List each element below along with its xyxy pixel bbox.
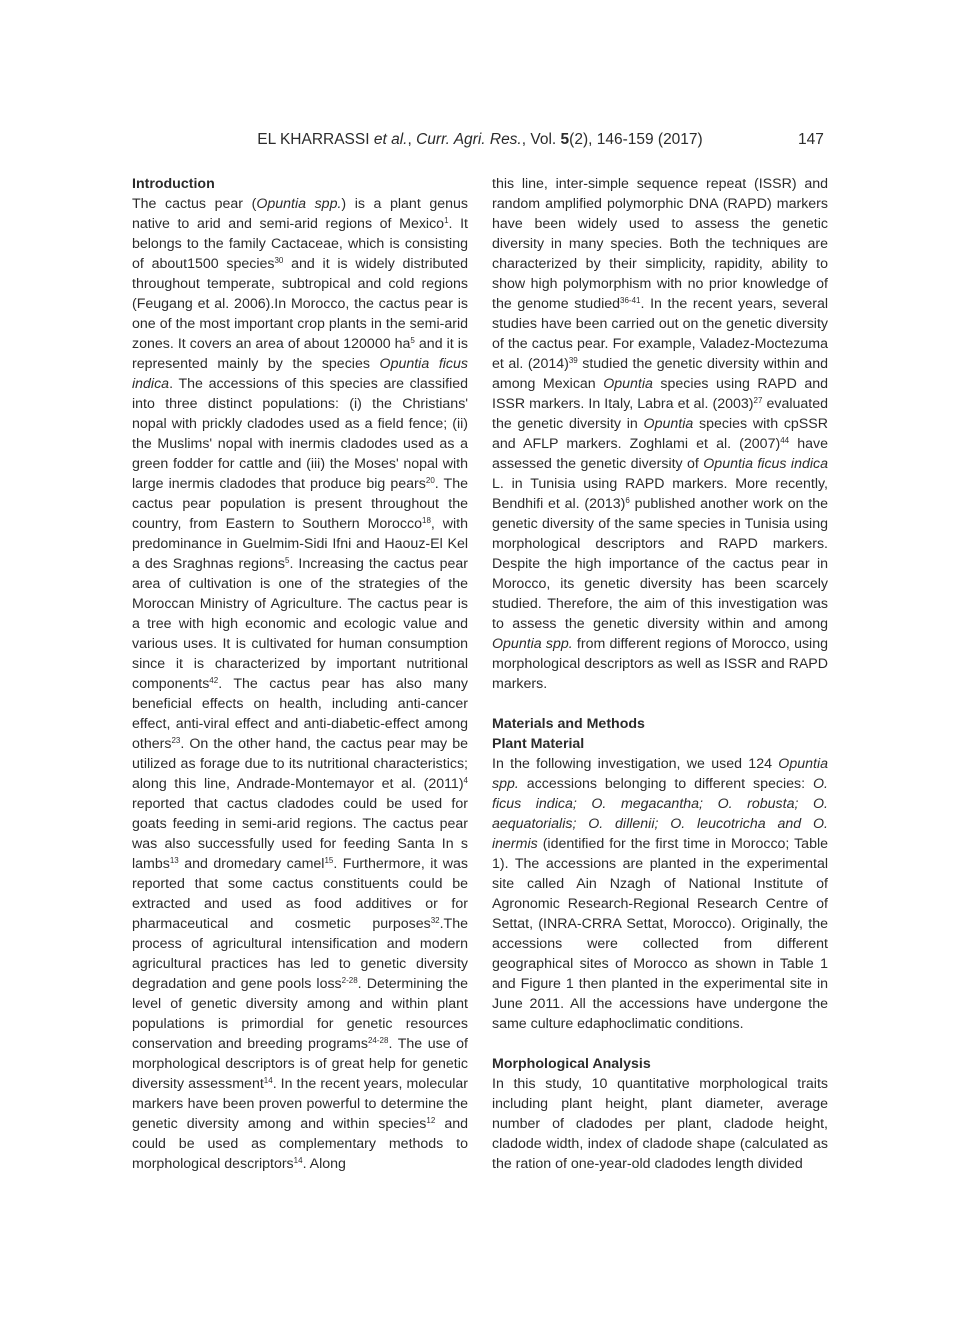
section-spacer: [492, 1034, 828, 1054]
morphological-analysis-paragraph: In this study, 10 quantitative morphological traits including plant height, plant diameter, average number of cladodes per plant, cladode height, cladode width, index of cladode shape (calculated as the ration of one-year-old cladodes length divided: [492, 1076, 828, 1172]
running-header: [0, 128, 960, 152]
introduction-paragraph: The cactus pear (Opuntia spp.) is a plant genus native to arid and semi-arid regions of Mexico$^1$. It belongs to the family Cactaceae, which is consisting of about1500 species$^{30}$ and it is widely distributed throughout temperate, subtropical and cold regions (Feugang et al. 2006).In Morocco, the cactus pear is one of the most important crop plants in the semi-arid zones. It covers an area of about 120000 $ha^5$ and it is represented mainly by the species Opuntia ficus indica. The accessions of this species are classified into three distinct populations: (i) the Christians' nopal with prickly cladodes used as a field fence; (ii) the Muslims' nopal with inermis cladodes used as a green fodder for cattle and (iii) the Moses' nopal with large inermis cladodes that produce big pears$^{20}$. The cactus pear population is present throughout the country, from Eastern to Southern Morocco$^{18}$, with predominance in Guelmim-Sidi Ifni and Haouz-El Kel a des Sraghnas regions$^5$. Increasing the cactus pear area of cultivation is one of the strategies of the Moroccan Ministry of Agriculture. The cactus pear is a tree with high economic and ecologic value and various uses. It is cultivated for human consumption since it is characterized by important nutritional components$^{42}$. The cactus pear has also many beneficial effects on health, including anti-cancer effect, anti-viral effect and anti-diabetic-effect among others$^{23}$. On the other hand, the cactus pear may be utilized as forage due to its nutritional characteristics; along this line, Andrade-Montemayor et al. $(2011)^4$ reported that cactus cladodes could be used for goats feeding in semi-arid regions. The cactus pear was also successfully used for feeding Santa In s lambs$^{13}$ and dromedary camel$^{15}$. Furthermore, it was reported that some cactus constituents could be extracted and used as food additives or for pharmaceutical and cosmetic purposes$^{32}$.The process of agricultural intensification and modern agricultural practices has led to genetic diversity degradation and gene pools loss$^{2-28}$. Determining the level of genetic diversity among and within plant populations is primordial for genetic resources conservation and breeding programs$^{24-28}$. The use of morphological descriptors is of great help for genetic diversity assessment$^{14}$. In the recent years, molecular markers have been proven powerful to determine the genetic diversity among and within species$^{12}$ and could be used as complementary methods to morphological descriptors$^{14}$. Along: [132, 196, 469, 1172]
citation-line: EL KHARRASSI et al., Curr. Agri. Res., Vol. 5(2), 146-159 (2017): [257, 131, 703, 148]
left-column: [132, 174, 468, 1174]
header-etal: et al.: [373, 131, 408, 148]
plant-material-paragraph: In the following investigation, we used 124 Opuntia spp. accessions belonging to different species: O. ficus indica; O. megacantha; O. robusta; O. aequatorialis; O. dillenii; O. leucotricha and O. inermis (identified for the first time in Morocco; Table 1). The accessions are planted in the experimental site called Ain Nzagh of National Institute of Agronomic Research-Regional Research Centre of Settat, (INRA-CRRA Settat, Morocco). Originally, the accessions were collected from different geographical sites of Morocco as shown in Table 1 and Figure 1 then planted in the experimental site in June 2011. All the accessions have undergone the same culture edaphoclimatic conditions.: [492, 756, 828, 1032]
page-number: 147: [798, 131, 824, 148]
header-author: EL KHARRASSI: [257, 131, 370, 148]
header-vol-prefix: , Vol.: [521, 131, 557, 148]
materials-methods-heading: Materials and Methods: [492, 716, 645, 732]
introduction-heading: Introduction: [132, 176, 215, 192]
header-vol-num: 5: [560, 131, 570, 148]
header-journal: Curr. Agri. Res.: [416, 131, 522, 148]
plant-material-heading: Plant Material: [492, 736, 585, 752]
right-column: [492, 174, 828, 1174]
header-vol-rest: (2), 146-159 (2017): [569, 131, 703, 148]
section-spacer: [492, 694, 828, 714]
morphological-analysis-heading: Morphological Analysis: [492, 1056, 651, 1072]
introduction-continued-paragraph: this line, inter-simple sequence repeat (ISSR) and random amplified polymorphic DNA (RAPD) markers have been widely used to assess the genetic diversity in many species. Both the techniques are characterized by their simplicity, rapidity, ability to show high polymorphism with no prior knowledge of the genome studied$^{36-41}$. In the recent years, several studies have been carried out on the genetic diversity of the cactus pear. For example, Valadez-Moctezuma et al. $(2014)^{39}$ studied the genetic diversity within and among Mexican Opuntia species using RAPD and ISSR markers. In Italy, Labra et al. $(2003)^{27}$ evaluated the genetic diversity in Opuntia species with cpSSR and AFLP markers. Zoghlami et al. $(2007)^{44}$ have assessed the genetic diversity of Opuntia ficus indica L. in Tunisia using RAPD markers. More recently, Bendhifi et al. $(2013)^6$ published another work on the genetic diversity of the same species in Tunisia using morphological descriptors and RAPD markers. Despite the high importance of the cactus pear in Morocco, its genetic diversity has been scarcely studied. Therefore, the aim of this investigation was to assess the genetic diversity within and among Opuntia spp. from different regions of Morocco, using morphological descriptors as well as ISSR and RAPD markers.: [492, 176, 828, 692]
